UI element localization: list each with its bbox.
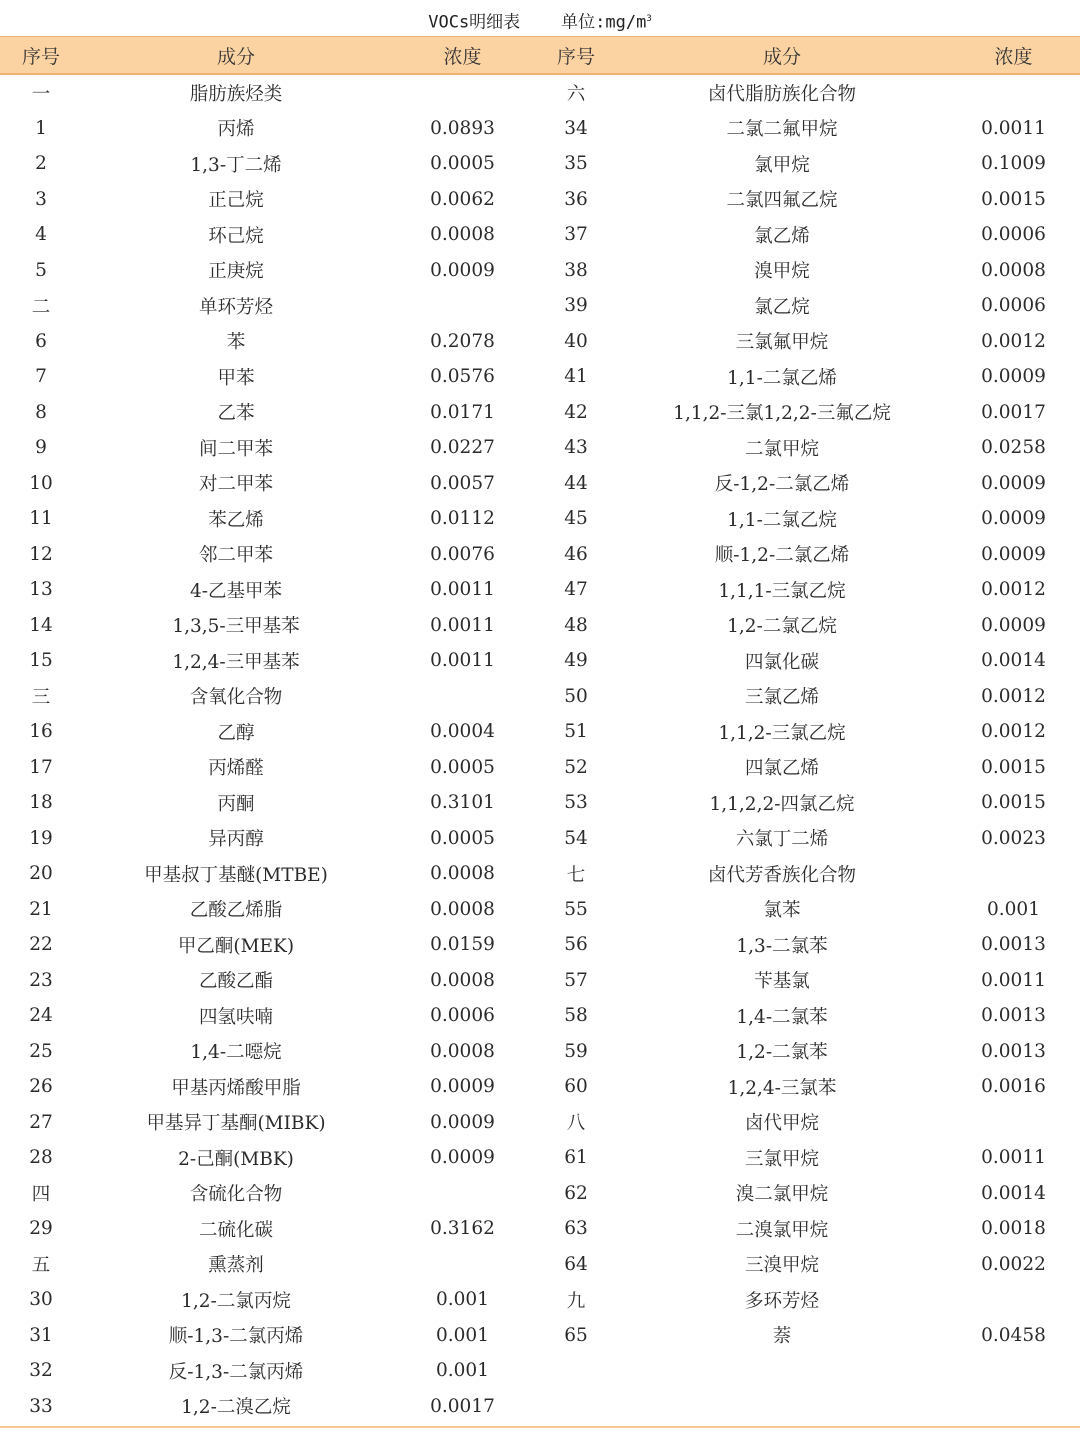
right-index-cell: 44 xyxy=(564,472,588,494)
table-row xyxy=(0,501,1080,537)
right-concentration-cell: 0.0458 xyxy=(981,1324,1046,1346)
left-concentration-cell: 0.0008 xyxy=(430,863,495,885)
left-concentration-cell: 0.0076 xyxy=(430,543,495,565)
left-concentration-cell: 0.0009 xyxy=(430,1076,495,1098)
left-component-cell: 间二甲苯 xyxy=(198,438,273,460)
right-component-cell: 二氯二氟甲烷 xyxy=(726,119,838,141)
vocs-table xyxy=(0,36,1080,1424)
right-concentration-cell: 0.0014 xyxy=(981,650,1046,672)
right-concentration-cell xyxy=(947,856,1080,892)
left-index-cell: 7 xyxy=(35,366,47,388)
left-index-cell: 13 xyxy=(29,579,53,601)
right-index-cell: 九 xyxy=(566,1290,586,1312)
left-concentration-cell: 0.001 xyxy=(436,1289,489,1311)
left-concentration-cell: 0.0011 xyxy=(430,614,495,636)
left-component-cell: 甲苯 xyxy=(217,367,255,389)
left-index-cell: 20 xyxy=(29,863,53,885)
right-concentration-cell: 0.0015 xyxy=(981,792,1046,814)
right-index-cell xyxy=(535,1353,617,1389)
table-row xyxy=(0,1318,1080,1354)
table-row xyxy=(0,785,1080,821)
table-row xyxy=(0,217,1080,253)
right-concentration-cell: 0.0015 xyxy=(981,756,1046,778)
left-component-cell: 正庚烷 xyxy=(208,261,264,283)
right-concentration-cell: 0.0017 xyxy=(981,401,1046,423)
right-index-cell: 53 xyxy=(564,792,588,814)
header-component-right: 成分 xyxy=(617,37,947,75)
right-index-cell: 37 xyxy=(564,224,588,246)
right-component-cell: 二氯甲烷 xyxy=(744,438,819,460)
right-concentration-cell: 0.0006 xyxy=(981,224,1046,246)
left-concentration-cell: 0.0009 xyxy=(430,259,495,281)
left-concentration-cell: 0.0893 xyxy=(430,117,495,139)
left-concentration-cell: 0.0017 xyxy=(430,1395,495,1417)
left-concentration-cell: 0.0062 xyxy=(430,188,495,210)
table-title xyxy=(0,0,1080,36)
left-component-cell: 二硫化碳 xyxy=(198,1219,273,1241)
header-concentration-right: 浓度 xyxy=(947,37,1080,75)
right-index-cell: 54 xyxy=(564,827,588,849)
table-row xyxy=(0,1353,1080,1389)
right-concentration-cell xyxy=(947,1105,1080,1141)
right-concentration-cell: 0.0008 xyxy=(981,259,1046,281)
right-concentration-cell: 0.0009 xyxy=(981,472,1046,494)
right-index-cell: 34 xyxy=(564,117,588,139)
left-concentration-cell: 0.0009 xyxy=(430,1111,495,1133)
right-component-cell: 苄基氯 xyxy=(754,971,810,993)
right-index-cell: 59 xyxy=(564,1040,588,1062)
right-component-cell: 氯乙烯 xyxy=(754,225,810,247)
right-component-cell: 1,1,1-三氯乙烷 xyxy=(718,580,846,602)
right-concentration-cell: 0.0014 xyxy=(981,1182,1046,1204)
table-row xyxy=(0,111,1080,147)
table-row xyxy=(0,608,1080,644)
left-index-cell: 8 xyxy=(35,401,47,423)
right-index-cell: 七 xyxy=(566,864,586,886)
left-component-cell: 1,4-二噁烷 xyxy=(190,1042,282,1064)
right-component-cell: 卤代脂肪族化合物 xyxy=(707,83,856,105)
right-component-cell: 1,1,2,2-四氯乙烷 xyxy=(709,793,855,815)
right-index-cell: 六 xyxy=(566,83,586,105)
left-concentration-cell xyxy=(390,679,535,715)
table-row xyxy=(0,1211,1080,1247)
header-component-left: 成分 xyxy=(82,37,390,75)
left-index-cell: 17 xyxy=(29,756,53,778)
right-index-cell: 49 xyxy=(564,650,588,672)
right-index-cell: 62 xyxy=(564,1182,588,1204)
left-component-cell: 熏蒸剂 xyxy=(208,1255,264,1277)
header-concentration-left: 浓度 xyxy=(390,37,535,75)
table-row xyxy=(0,856,1080,892)
left-component-cell: 4-乙基甲苯 xyxy=(189,580,283,602)
table-row xyxy=(0,182,1080,218)
left-concentration-cell: 0.3101 xyxy=(430,792,495,814)
table-row xyxy=(0,1105,1080,1141)
right-concentration-cell: 0.0006 xyxy=(981,295,1046,317)
left-component-cell: 反-1,3-二氯丙烯 xyxy=(168,1361,304,1383)
right-concentration-cell: 0.1009 xyxy=(981,153,1046,175)
left-component-cell: 1,2-二氯丙烷 xyxy=(181,1290,291,1312)
right-concentration-cell: 0.0012 xyxy=(981,721,1046,743)
left-concentration-cell xyxy=(390,74,535,111)
left-component-cell: 对二甲苯 xyxy=(198,474,273,496)
right-index-cell: 38 xyxy=(564,259,588,281)
left-index-cell: 10 xyxy=(29,472,53,494)
right-concentration-cell: 0.0009 xyxy=(981,543,1046,565)
right-index-cell: 46 xyxy=(564,543,588,565)
right-component-cell: 三溴甲烷 xyxy=(744,1255,819,1277)
left-concentration-cell: 0.0011 xyxy=(430,650,495,672)
title-unit-superscript: 3 xyxy=(646,14,652,24)
right-concentration-cell: 0.0018 xyxy=(981,1218,1046,1240)
left-index-cell: 16 xyxy=(29,721,53,743)
left-component-cell: 丙酮 xyxy=(217,793,255,815)
left-component-cell: 1,2,4-三甲基苯 xyxy=(172,651,300,673)
left-concentration-cell xyxy=(390,1247,535,1283)
left-component-cell: 1,3-丁二烯 xyxy=(190,154,282,176)
right-component-cell: 1,4-二氯苯 xyxy=(736,1006,828,1028)
right-index-cell: 36 xyxy=(564,188,588,210)
right-index-cell: 42 xyxy=(564,401,588,423)
left-index-cell: 31 xyxy=(29,1324,53,1346)
left-component-cell: 1,3,5-三甲基苯 xyxy=(172,616,300,638)
right-component-cell xyxy=(617,1389,947,1425)
table-row xyxy=(0,927,1080,963)
right-index-cell: 57 xyxy=(564,969,588,991)
right-component-cell: 1,2-二氯苯 xyxy=(736,1042,828,1064)
left-concentration-cell: 0.0057 xyxy=(430,472,495,494)
right-index-cell: 65 xyxy=(564,1324,588,1346)
left-component-cell: 乙醇 xyxy=(217,722,255,744)
left-component-cell: 甲基丙烯酸甲脂 xyxy=(171,1077,301,1099)
right-index-cell: 41 xyxy=(564,366,588,388)
table-body xyxy=(0,74,1080,1424)
right-index-cell: 52 xyxy=(564,756,588,778)
left-concentration-cell: 0.0112 xyxy=(430,508,495,530)
right-component-cell: 1,2,4-三氯苯 xyxy=(727,1077,837,1099)
right-component-cell: 多环芳烃 xyxy=(744,1290,819,1312)
left-concentration-cell: 0.0008 xyxy=(430,224,495,246)
right-component-cell: 卤代甲烷 xyxy=(744,1113,819,1135)
left-component-cell: 苯 xyxy=(226,332,246,354)
left-component-cell: 含氧化合物 xyxy=(189,687,283,709)
right-component-cell xyxy=(617,1353,947,1389)
table-row xyxy=(0,1176,1080,1212)
left-index-cell: 27 xyxy=(29,1111,53,1133)
left-index-cell: 32 xyxy=(29,1360,53,1382)
left-index-cell: 18 xyxy=(29,792,53,814)
right-component-cell: 1,1-二氯乙烯 xyxy=(727,367,837,389)
right-component-cell: 三氯乙烯 xyxy=(744,687,819,709)
right-index-cell: 39 xyxy=(564,295,588,317)
left-concentration-cell: 0.0006 xyxy=(430,1005,495,1027)
right-component-cell: 二溴氯甲烷 xyxy=(735,1219,829,1241)
left-index-cell: 19 xyxy=(29,827,53,849)
right-concentration-cell xyxy=(947,1353,1080,1389)
right-component-cell: 1,1-二氯乙烷 xyxy=(727,509,837,531)
left-concentration-cell: 0.3162 xyxy=(430,1218,495,1240)
table-row xyxy=(0,679,1080,715)
right-index-cell: 58 xyxy=(564,1005,588,1027)
right-concentration-cell: 0.0023 xyxy=(981,827,1046,849)
table-row xyxy=(0,963,1080,999)
table-row xyxy=(0,253,1080,289)
right-component-cell: 氯乙烷 xyxy=(754,296,810,318)
left-index-cell: 11 xyxy=(29,508,53,530)
right-concentration-cell: 0.0009 xyxy=(981,508,1046,530)
left-concentration-cell: 0.0008 xyxy=(430,898,495,920)
left-index-cell: 5 xyxy=(35,259,47,281)
left-index-cell: 1 xyxy=(35,117,47,139)
right-index-cell: 八 xyxy=(566,1113,586,1135)
left-concentration-cell xyxy=(390,288,535,324)
right-component-cell: 溴甲烷 xyxy=(754,261,810,283)
left-concentration-cell: 0.0159 xyxy=(430,934,495,956)
left-component-cell: 丙烯 xyxy=(217,119,255,141)
left-component-cell: 环己烷 xyxy=(208,225,264,247)
header-index-right: 序号 xyxy=(535,37,617,75)
left-concentration-cell: 0.0005 xyxy=(430,827,495,849)
left-concentration-cell: 0.0004 xyxy=(430,721,495,743)
left-concentration-cell: 0.0009 xyxy=(430,1147,495,1169)
left-index-cell: 五 xyxy=(31,1255,51,1277)
left-index-cell: 12 xyxy=(29,543,53,565)
right-index-cell: 40 xyxy=(564,330,588,352)
right-concentration-cell xyxy=(947,1389,1080,1425)
right-concentration-cell: 0.0013 xyxy=(981,1040,1046,1062)
left-concentration-cell: 0.0171 xyxy=(430,401,495,423)
left-index-cell: 2 xyxy=(35,153,47,175)
right-index-cell: 43 xyxy=(564,437,588,459)
right-component-cell: 反-1,2-二氯乙烯 xyxy=(714,474,850,496)
table-row xyxy=(0,288,1080,324)
left-index-cell: 四 xyxy=(31,1184,51,1206)
table-row xyxy=(0,572,1080,608)
left-index-cell: 三 xyxy=(31,687,51,709)
left-component-cell: 乙酸乙酯 xyxy=(198,971,273,993)
left-component-cell: 邻二甲苯 xyxy=(198,545,273,567)
left-component-cell: 苯乙烯 xyxy=(208,509,264,531)
title-name: VOCs明细表 xyxy=(428,12,521,33)
left-concentration-cell: 0.0008 xyxy=(430,969,495,991)
right-concentration-cell: 0.0013 xyxy=(981,1005,1046,1027)
table-row xyxy=(0,1282,1080,1318)
left-concentration-cell: 0.2078 xyxy=(430,330,495,352)
left-component-cell: 甲基叔丁基醚(MTBE) xyxy=(144,864,328,886)
title-unit: 单位:mg/m xyxy=(561,12,647,33)
table-row xyxy=(0,998,1080,1034)
left-concentration-cell: 0.001 xyxy=(436,1324,489,1346)
left-component-cell: 异丙醇 xyxy=(208,829,264,851)
right-component-cell: 卤代芳香族化合物 xyxy=(707,864,856,886)
right-concentration-cell: 0.0009 xyxy=(981,614,1046,636)
table-row xyxy=(0,324,1080,360)
left-component-cell: 丙烯醛 xyxy=(208,758,264,780)
right-component-cell: 顺-1,2-二氯乙烯 xyxy=(714,545,850,567)
header-row xyxy=(0,37,1080,75)
left-concentration-cell: 0.0005 xyxy=(430,756,495,778)
left-index-cell: 9 xyxy=(35,437,47,459)
left-component-cell: 2-己酮(MBK) xyxy=(178,1148,294,1170)
left-component-cell: 乙酸乙烯脂 xyxy=(189,900,283,922)
right-component-cell: 1,2-二氯乙烷 xyxy=(727,616,837,638)
left-component-cell: 四氢呋喃 xyxy=(198,1006,273,1028)
left-index-cell: 25 xyxy=(29,1040,53,1062)
right-index-cell: 51 xyxy=(564,721,588,743)
table-row xyxy=(0,537,1080,573)
left-index-cell: 28 xyxy=(29,1147,53,1169)
left-index-cell: 22 xyxy=(29,934,53,956)
left-index-cell: 14 xyxy=(29,614,53,636)
table-row xyxy=(0,395,1080,431)
left-component-cell: 正己烷 xyxy=(208,190,264,212)
right-component-cell: 三氯甲烷 xyxy=(744,1148,819,1170)
left-concentration-cell: 0.0008 xyxy=(430,1040,495,1062)
right-concentration-cell: 0.0012 xyxy=(981,685,1046,707)
right-index-cell: 50 xyxy=(564,685,588,707)
right-concentration-cell: 0.0022 xyxy=(981,1253,1046,1275)
right-concentration-cell: 0.0258 xyxy=(981,437,1046,459)
left-component-cell: 脂肪族烃类 xyxy=(189,83,283,105)
table-row xyxy=(0,1069,1080,1105)
table-row xyxy=(0,821,1080,857)
table-row xyxy=(0,466,1080,502)
right-component-cell: 溴二氯甲烷 xyxy=(735,1184,829,1206)
table-row xyxy=(0,750,1080,786)
right-component-cell: 二氯四氟乙烷 xyxy=(726,190,838,212)
right-component-cell: 氯甲烷 xyxy=(754,154,810,176)
right-component-cell: 1,1,2-三氯乙烷 xyxy=(718,722,846,744)
left-index-cell: 一 xyxy=(31,83,51,105)
right-index-cell: 63 xyxy=(564,1218,588,1240)
header-index-left: 序号 xyxy=(0,37,82,75)
right-concentration-cell: 0.0016 xyxy=(981,1076,1046,1098)
table-row xyxy=(0,643,1080,679)
table-row xyxy=(0,892,1080,928)
left-component-cell: 乙苯 xyxy=(217,403,255,425)
left-component-cell: 1,2-二溴乙烷 xyxy=(181,1397,291,1419)
right-component-cell: 四氯化碳 xyxy=(744,651,819,673)
left-index-cell: 23 xyxy=(29,969,53,991)
right-concentration-cell xyxy=(947,1282,1080,1318)
right-concentration-cell: 0.0011 xyxy=(981,1147,1046,1169)
left-component-cell: 顺-1,3-二氯丙烯 xyxy=(168,1326,304,1348)
left-component-cell: 含硫化合物 xyxy=(189,1184,283,1206)
left-component-cell: 单环芳烃 xyxy=(198,296,273,318)
right-index-cell: 55 xyxy=(564,898,588,920)
right-concentration-cell xyxy=(947,74,1080,111)
right-index-cell: 56 xyxy=(564,934,588,956)
right-component-cell: 四氯乙烯 xyxy=(744,758,819,780)
left-index-cell: 24 xyxy=(29,1005,53,1027)
right-concentration-cell: 0.0015 xyxy=(981,188,1046,210)
right-index-cell: 45 xyxy=(564,508,588,530)
left-concentration-cell: 0.0011 xyxy=(430,579,495,601)
left-index-cell: 6 xyxy=(35,330,47,352)
left-component-cell: 甲基异丁基酮(MIBK) xyxy=(146,1113,326,1135)
left-concentration-cell: 0.0227 xyxy=(430,437,495,459)
left-concentration-cell: 0.0576 xyxy=(430,366,495,388)
left-index-cell: 26 xyxy=(29,1076,53,1098)
left-index-cell: 33 xyxy=(29,1395,53,1417)
right-index-cell: 48 xyxy=(564,614,588,636)
table-row xyxy=(0,1247,1080,1283)
right-concentration-cell: 0.0012 xyxy=(981,330,1046,352)
right-component-cell: 六氯丁二烯 xyxy=(735,829,829,851)
right-concentration-cell: 0.0013 xyxy=(981,934,1046,956)
left-index-cell: 4 xyxy=(35,224,47,246)
right-component-cell: 萘 xyxy=(772,1326,792,1348)
right-component-cell: 氯苯 xyxy=(763,900,801,922)
table-row xyxy=(0,146,1080,182)
right-component-cell: 1,1,2-三氯1,2,2-三氟乙烷 xyxy=(673,403,891,425)
table-row xyxy=(0,74,1080,111)
right-index-cell xyxy=(535,1389,617,1425)
right-concentration-cell: 0.0011 xyxy=(981,969,1046,991)
left-component-cell: 甲乙酮(MEK) xyxy=(177,935,295,957)
table-row xyxy=(0,359,1080,395)
table-row xyxy=(0,714,1080,750)
right-concentration-cell: 0.0012 xyxy=(981,579,1046,601)
left-index-cell: 21 xyxy=(29,898,53,920)
right-index-cell: 60 xyxy=(564,1076,588,1098)
right-concentration-cell: 0.0009 xyxy=(981,366,1046,388)
right-component-cell: 三氯氟甲烷 xyxy=(735,332,829,354)
right-index-cell: 64 xyxy=(564,1253,588,1275)
right-index-cell: 47 xyxy=(564,579,588,601)
left-index-cell: 3 xyxy=(35,188,47,210)
left-concentration-cell: 0.0005 xyxy=(430,153,495,175)
table-row xyxy=(0,1140,1080,1176)
right-concentration-cell: 0.0011 xyxy=(981,117,1046,139)
table-row xyxy=(0,1389,1080,1425)
right-component-cell: 1,3-二氯苯 xyxy=(736,935,828,957)
right-index-cell: 61 xyxy=(564,1147,588,1169)
table-row xyxy=(0,1034,1080,1070)
left-index-cell: 15 xyxy=(29,650,53,672)
left-index-cell: 二 xyxy=(31,296,51,318)
right-concentration-cell: 0.001 xyxy=(987,898,1040,920)
left-concentration-cell: 0.001 xyxy=(436,1360,489,1382)
table-bottom-rule xyxy=(0,1426,1080,1428)
right-index-cell: 35 xyxy=(564,153,588,175)
left-index-cell: 30 xyxy=(29,1289,53,1311)
left-concentration-cell xyxy=(390,1176,535,1212)
left-index-cell: 29 xyxy=(29,1218,53,1240)
table-row xyxy=(0,430,1080,466)
